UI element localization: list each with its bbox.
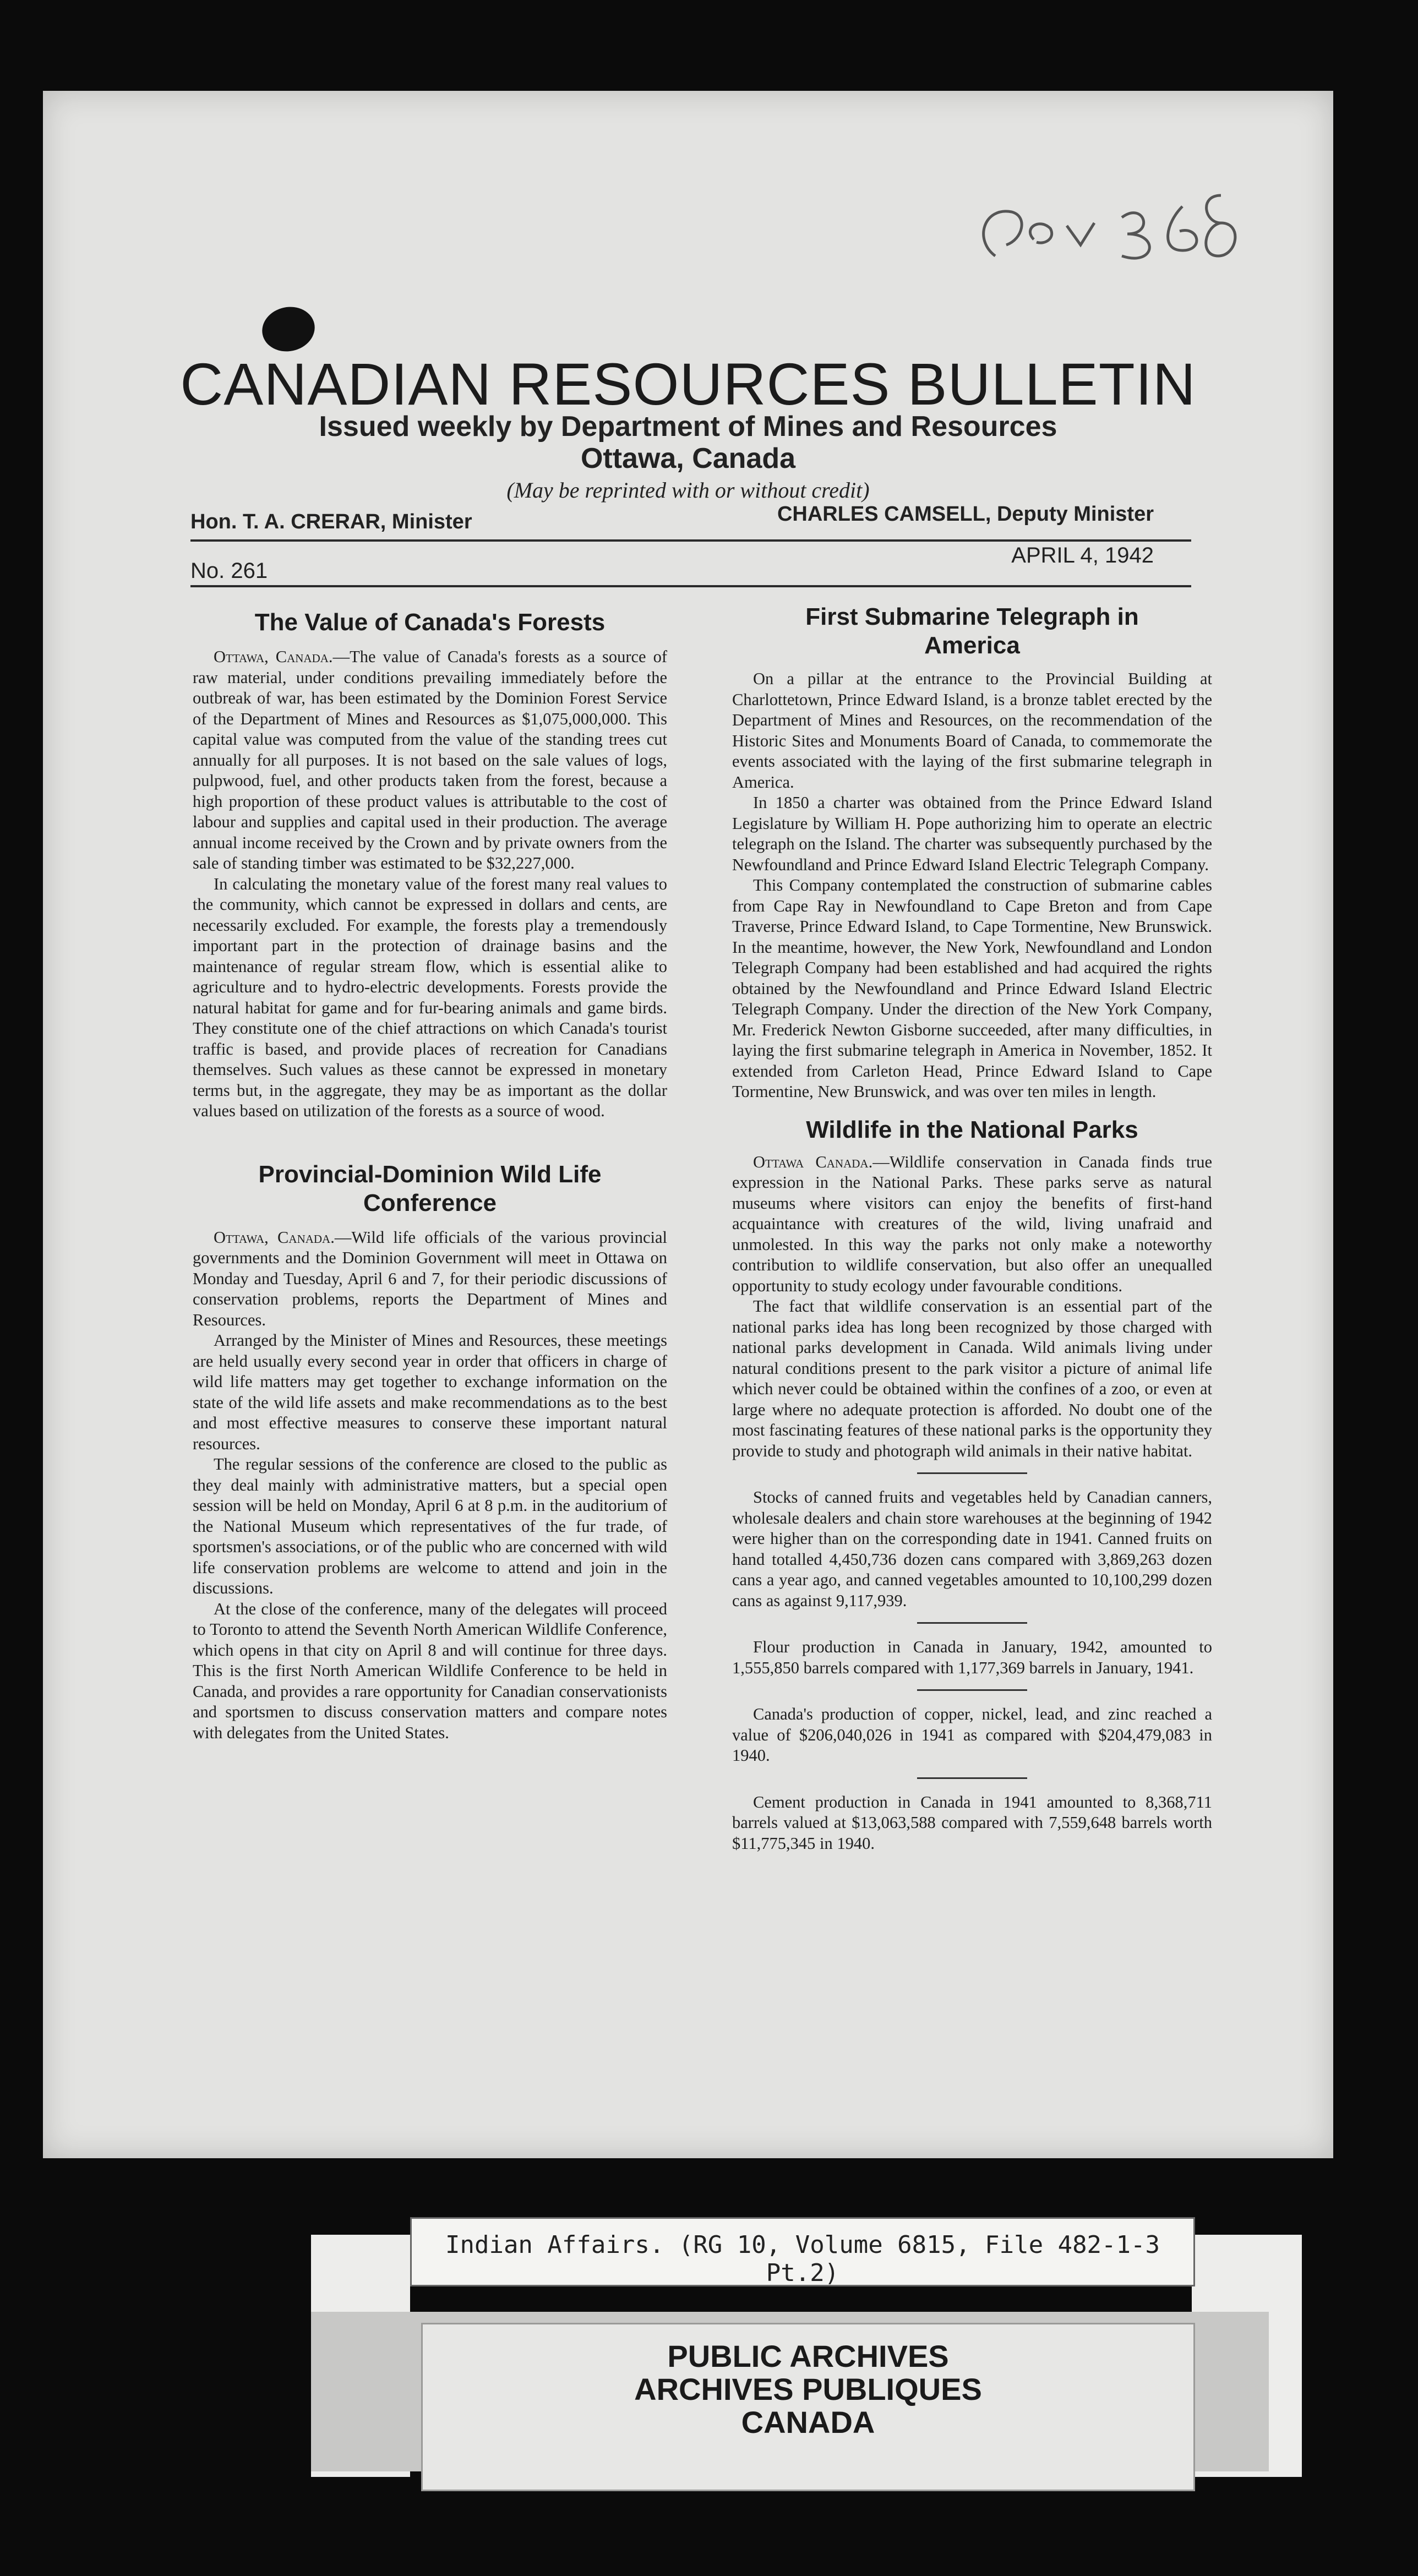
article-paragraph: In 1850 a charter was obtained from the Prince Edward Island Legislature by William H. Pope authorizing him to operate an electric telegraph on the Island. The charter was subsequently purchased by the Newfoundland and Prince Edward Island Electric Telegraph Company. <box>732 793 1212 874</box>
city-line: Ottawa, Canada <box>580 443 796 474</box>
reprint-note: (May be reprinted with or without credit) <box>506 478 870 503</box>
dateline: Ottawa, Canada. <box>214 647 333 666</box>
header-rule-top <box>190 539 1191 542</box>
minister-name: Hon. T. A. CRERAR, Minister <box>190 510 472 533</box>
issued-line: Issued weekly by Department of Mines and Resources <box>319 411 1057 443</box>
brief-item: Stocks of canned fruits and vegetables held by Canadian canners, wholesale dealers and chain store warehouses at the beginning of 1942 were higher than on the corresponding date in 1941. Canned fruits on hand totalled 4,450,736 dozen cans compared with 3,869,263 dozen cans a year ago, and canned vegetables amounted to 10,100,299 dozen cans as against 9,117,939. <box>732 1488 1212 1610</box>
article-paragraph: Ottawa, Canada.—Wild life officials of the various provincial governments and the Dominion Government will meet in Ottawa on Monday and Tuesday, April 6 and 7, for their periodic discussions of conservation problems, reports the Department of Mines and Resources. <box>193 1227 667 1329</box>
article-title: Provincial-Dominion Wild Life Conference <box>258 1160 602 1216</box>
archives-stamp-card <box>421 2323 1195 2491</box>
right-column <box>732 603 1212 1854</box>
archive-label-strip <box>300 2213 1329 2510</box>
stamp-line: CANADA <box>741 2405 875 2439</box>
article-paragraph: This Company contemplated the construction of submarine cables from Cape Ray in Newfoundland to Cape Breton and from Cape Traverse, Prince Edward Island, to Cape Tormentine, New Brunswick. In the meantime, however, the New York, Newfoundland and London Telegraph Company had been established and had acquired the rights obtained by the Newfoundland and Prince Edward Island Electric Telegraph Company. Under the direction of the New York Company, Mr. Frederick Newton Gisborne succeeded, after many difficulties, in laying the first submarine telegraph in America in November, 1852. It extended from Carleton Head, Prince Edward Island to Cape Tormentine, New Brunswick, and was over ten miles in length. <box>732 876 1212 1101</box>
article-title: Wildlife in the National Parks <box>806 1116 1138 1143</box>
brief-item: Cement production in Canada in 1941 amounted to 8,368,711 barrels valued at $13,063,588 compared with 7,559,648 barrels worth $11,775,345 in 1940. <box>732 1792 1212 1853</box>
header-rule-bottom <box>190 585 1191 587</box>
issue-number: No. 261 <box>190 559 268 583</box>
article-title: First Submarine Telegraph in America <box>805 603 1139 659</box>
article-paragraph: In calculating the monetary value of the forest many real values to the community, which cannot be expressed in dollars and cents, are necessarily excluded. For example, the forests play a tremendously important part in the protection of drainage basins and the maintenance of regular stream flow, which is essential alike to agriculture and to hydro-electric developments. Forests provide the natural habitat for game and for fur-bearing animals and game birds. They constitute one of the chief attractions on which Canada's tourist traffic is based, and provide places of recreation for Canadians themselves. Such values as these cannot be expressed in monetary terms but, in the aggregate, they may be as important as the dollar values based on utilization of the forests as a source of wood. <box>193 874 667 1120</box>
punch-hole <box>258 302 319 356</box>
section-divider <box>917 1472 1027 1474</box>
archive-reference: Indian Affairs. (RG 10, Volume 6815, File 482-1-3 Pt.2) <box>445 2231 1160 2287</box>
article-paragraph: Ottawa Canada.—Wildlife conservation in Canada finds true expression in the National Parks. These parks serve as natural museums where visitors can enjoy the benefits of first-hand acquaintance with creatures of the wild, living unafraid and unmolested. In this way the parks not only make a noteworthy contribution to wildlife conservation, but also offer an unequalled opportunity to study ecology under favourable conditions. <box>732 1152 1212 1295</box>
article-paragraph: Arranged by the Minister of Mines and Resources, these meetings are held usually every second year in order that officers in charge of wild life matters may get together to exchange information on the state of the wild life assets and make recommendations as to the best and most effective measures to conserve these important natural resources. <box>193 1331 667 1453</box>
section-divider <box>917 1777 1027 1779</box>
stamp-line: PUBLIC ARCHIVES <box>667 2339 949 2373</box>
article-paragraph: Ottawa, Canada.—The value of Canada's forests as a source of raw material, under conditions prevailing immediately before the outbreak of war, has been estimated by the Dominion Forest Service of the Department of Mines and Resources as $1,075,000,000. This capital value was computed from the value of the standing trees cut annually for all purposes. It is not based on the sale values of logs, pulpwood, fuel, and other products taken from the forest, because a high proportion of these product values is attributable to the cost of labour and supplies and capital used in their production. The average annual income received by the Crown and by private owners from the sale of standing timber was estimated to be $32,227,000. <box>193 647 667 872</box>
brief-item: Canada's production of copper, nickel, lead, and zinc reached a value of $206,040,026 in 1941 as compared with $204,479,083 in 1940. <box>732 1705 1212 1765</box>
issue-date: APRIL 4, 1942 <box>1011 543 1154 567</box>
reference-card <box>410 2217 1195 2286</box>
article-paragraph: The fact that wildlife conservation is an essential part of the national parks idea has long been recognized by those charged with national parks development in Canada. Wild animals living under natural conditions present to the park visitor a picture of animal life which never could be obtained within the confines of a zoo, or even at large where no adequate protection is afforded. No doubt one of the most fascinating features of these national parks is the opportunity they provide to study and photograph wild animals in their native habitat. <box>732 1297 1212 1460</box>
deputy-minister-name: CHARLES CAMSELL, Deputy Minister <box>777 503 1154 526</box>
article-paragraph: On a pillar at the entrance to the Provincial Building at Charlottetown, Prince Edward Island, is a bronze tablet erected by the Department of Mines and Resources, on the recommendation of the Historic Sites and Monuments Board of Canada, to commemorate the events associated with the laying of the first submarine telegraph in America. <box>732 669 1212 792</box>
stamp-line: ARCHIVES PUBLIQUES <box>634 2372 982 2406</box>
archives-stamp <box>423 2340 1193 2439</box>
article-paragraph: At the close of the conference, many of the delegates will proceed to Toronto to attend the Seventh North American Wildlife Conference, which opens in that city on April 8 and will continue for three days. This is the first North American Wildlife Conference to be held in Canada, and provides a rare opportunity for Canadian conservationists and sportsmen to discuss conservation matters and compare notes with delegates from the United States. <box>193 1599 667 1742</box>
section-divider <box>917 1689 1027 1691</box>
bulletin-title: CANADIAN RESOURCES BULLETIN <box>180 351 1196 417</box>
article-title: The Value of Canada's Forests <box>254 609 606 636</box>
left-column <box>193 608 667 1743</box>
section-divider <box>917 1622 1027 1624</box>
dateline: Ottawa, Canada. <box>214 1227 335 1247</box>
article-paragraph: The regular sessions of the conference are closed to the public as they deal mainly with administrative matters, but a special open session will be held on Monday, April 6 at 8 p.m. in the auditorium of the National Museum which representatives of the fur trade, of sportsmen's associations, or of the public who are concerned with wild life conservation problems are welcome to attend and join in the discussions. <box>193 1455 667 1597</box>
bulletin-page <box>43 91 1333 2158</box>
dateline: Ottawa Canada. <box>753 1152 873 1171</box>
brief-item: Flour production in Canada in January, 1942, amounted to 1,555,850 barrels compared with 1,177,369 barrels in January, 1941. <box>732 1638 1212 1677</box>
handwritten-note-mark <box>962 173 1248 283</box>
